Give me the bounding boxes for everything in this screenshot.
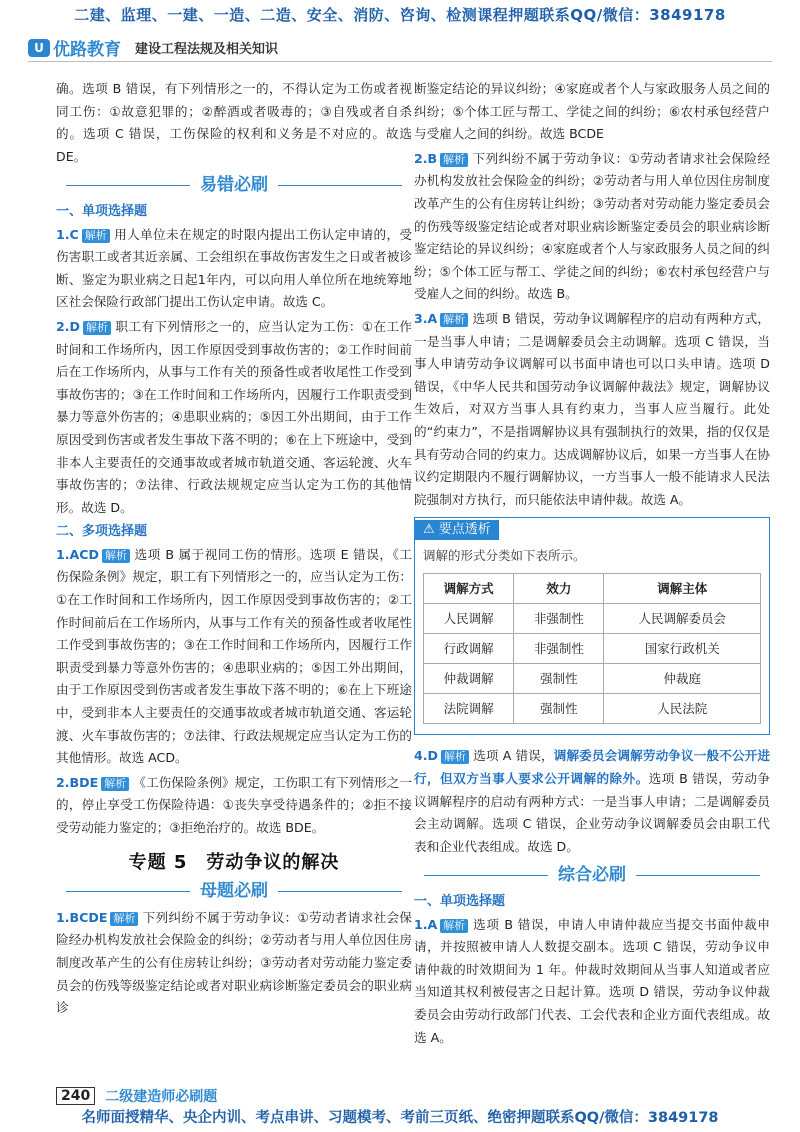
answer-number: 3.A (414, 310, 438, 326)
topic-title: 专题 5 劳动争议的解决 (128, 851, 340, 873)
brand-header (28, 34, 772, 62)
answer-text: 用人单位未在规定的时限内提出工伤认定申请的，受伤害职工或者其近亲属、工会组织在事故伤害发生之日或者被诊断、鉴定为职业病之日起1年内，可以向用人单位所在地统筹地区社会保险行政部门提出工伤认定申请。故选 C。 (56, 226, 412, 310)
answer-text: 选项 B 错误，劳动争议调解程序的启动有两种方式，一是当事人申请；二是调解委员会主动调解。选项 C 错误，当事人申请劳动争议调解可以书面申请也可以口头申请。选项 D 错误，《中华人民共和国劳动争议调解仲裁法》规定，调解协议生效后，对双方当事人具有约束力，当事人应当履行。此处的“约束力”，不是指调解协议具有强制执行的效果，指的仅仅是具有劳动合同的约束力。达成调解协议后，如果一方当事人在协议约定期限内不履行调解协议，一方当事人一般不能请求人民法院强制对方执行，而只能依法申请仲裁。故选 A。 (414, 310, 770, 507)
subheading-multi-choice: 二、多项选择题 (56, 524, 148, 540)
answer-item (414, 745, 770, 858)
analysis-tag: 解析 (110, 912, 138, 926)
table-cell: 强制性 (514, 694, 604, 724)
table-row (424, 664, 761, 694)
logo-icon: U (28, 39, 50, 57)
table-cell: 行政调解 (424, 634, 514, 664)
bottom-contact-banner: 名师面授精华、央企内训、考点串讲、习题模考、考前三页纸、绝密押题联系QQ/微信：3849178 (81, 1110, 719, 1126)
table-cell: 人民法院 (604, 694, 761, 724)
answer-number: 2.BDE (56, 774, 99, 790)
continued-paragraph: 断鉴定结论的异议纠纷；④家庭或者个人与家政服务人员之间的纠纷；⑤个体工匠与帮工、学徒之间的纠纷；⑥农村承包经营户与受雇人之间的纠纷。故选 BCDE (414, 81, 770, 142)
answer-text: 选项 B 错误，劳动争议调解程序的启动有两种方式：一是当事人申请；二是调解委员会主动调解。选项 C 错误，企业劳动争议调解委员会由职工代表和企业代表组成。故选 D。 (414, 771, 770, 854)
answer-text: 下列纠纷不属于劳动争议：①劳动者请求社会保险经办机构发放社会保险金的纠纷；②劳动者与用人单位因住房制度改革产生的公有住房转让纠纷；③劳动者对劳动能力鉴定委员会的伤残等级鉴定结论或者对职业病诊断鉴定委员会的职业病诊断鉴定结论的异议纠纷；④家庭或者个人与家政服务人员之间的纠纷；⑤个体工匠与帮工、学徒之间的纠纷；⑥农村承包经营户与受雇人之间的纠纷。故选 B。 (414, 150, 770, 302)
right-column (414, 78, 770, 1051)
key-points-description: 调解的形式分类如下表所示。 (423, 547, 586, 563)
table-header: 效力 (514, 574, 604, 604)
analysis-tag: 解析 (441, 750, 469, 764)
answer-number: 4.D (414, 748, 439, 764)
analysis-tag: 解析 (440, 919, 468, 933)
mediation-table (423, 573, 761, 724)
answer-text: 职工有下列情形之一的，应当认定为工伤：①在工作时间和工作场所内，因工作原因受到事故伤害的；②工作时间前后在工作场所内，从事与工作有关的预备性或者收尾性工作受到事故伤害的；③在工作时间和工作场所内，因履行工作职责受到暴力等意外伤害的；④患职业病的；⑤因工外出期间，由于工作原因受到伤害或者发生事故下落不明的；⑥在上下班途中，受到非本人主要责任的交通事故或者城市轨道交通、客运轮渡、火车事故伤害的；⑦法律、行政法规规定应当认定为工伤的其他情形。故选 D。 (56, 318, 412, 515)
answer-item (56, 224, 412, 314)
answer-item (414, 148, 770, 306)
analysis-tag: 解析 (83, 321, 111, 335)
table-header: 调解方式 (424, 574, 514, 604)
series-title: 二级建造师必刷题 (105, 1089, 218, 1105)
table-cell: 国家行政机关 (604, 634, 761, 664)
answer-number: 2.B (414, 150, 438, 166)
answer-item (56, 316, 412, 519)
analysis-tag: 解析 (101, 777, 129, 791)
logo-text: 优路教育 (53, 40, 121, 60)
answer-text: 选项 A 错误， (473, 748, 554, 764)
analysis-tag: 解析 (82, 229, 110, 243)
answer-item (56, 772, 412, 840)
warning-icon: ⚠ (423, 522, 439, 538)
table-cell: 人民调解委员会 (604, 604, 761, 634)
answer-number: 1.A (414, 916, 438, 932)
key-points-title (415, 520, 499, 540)
table-cell: 法院调解 (424, 694, 514, 724)
top-contact-banner: 二建、监理、一建、一造、二造、安全、消防、咨询、检测课程押题联系QQ/微信：3849178 (74, 6, 726, 24)
intro-paragraph: 确。选项 B 错误，有下列情形之一的，不得认定为工伤或者视同工伤：①故意犯罪的；②醉酒或者吸毒的；③自残或者自杀的。选项 C 错误，工伤保险的权利和义务是不对应的。故选 DE。 (56, 81, 412, 164)
table-cell: 非强制性 (514, 634, 604, 664)
section-heading-core-problems: 母题必刷 (56, 880, 412, 903)
subheading-single-choice: 一、单项选择题 (56, 203, 148, 219)
analysis-tag: 解析 (102, 549, 130, 563)
table-header: 调解主体 (604, 574, 761, 604)
answer-number: 1.C (56, 226, 79, 242)
table-row (424, 604, 761, 634)
highlighted-text: 调解委员会调解劳动争议一般不公开进行，但双方当事人要求公开调解的除外。 (414, 748, 771, 787)
table-row (424, 634, 761, 664)
analysis-tag: 解析 (440, 313, 468, 327)
answer-text: 下列纠纷不属于劳动争议：①劳动者请求社会保险经办机构发放社会保险金的纠纷；②劳动者与用人单位因住房制度改革产生的公有住房转让纠纷；③劳动者对劳动能力鉴定委员会的伤残等级鉴定结论或者对职业病诊断鉴定委员会的职业病诊 (56, 909, 412, 1016)
answer-number: 2.D (56, 318, 81, 334)
section-heading-comprehensive: 综合必刷 (414, 864, 770, 887)
answer-text: 选项 B 属于视同工伤的情形。选项 E 错误，《工伤保险条例》规定，职工有下列情形之一的，应当认定为工伤：①在工作时间和工作场所内，因工作原因受到事故伤害的；②工作时间前后在工作场所内，从事与工作有关的预备性或者收尾性工作受到事故伤害的；③在工作时间和工作场所内，因履行工作职责受到暴力等意外伤害的；④患职业病的；⑤因工外出期间，由于工作原因受到伤害或者发生事故下落不明的；⑥在上下班途中，受到非本人主要责任的交通事故或者城市轨道交通、客运轮渡、火车事故伤害的；⑦法律、行政法规规定应当认定为工伤的其他情形。故选 ACD。 (56, 546, 412, 766)
analysis-tag: 解析 (440, 153, 468, 167)
answer-item (414, 308, 770, 511)
table-cell: 人民调解 (424, 604, 514, 634)
table-cell: 仲裁庭 (604, 664, 761, 694)
answer-number: 1.ACD (56, 546, 99, 562)
section-heading-easy-mistakes: 易错必刷 (56, 174, 412, 197)
key-points-box (414, 517, 770, 735)
answer-text: 选项 B 错误，申请人申请仲裁应当提交书面仲裁申请，并按照被申请人人数提交副本。选项 C 错误，劳动争议申请仲裁的时效期间为 1 年。仲裁时效期间从当事人知道或者应当知道其权利被侵害之日起计算。选项 D 错误，劳动争议仲裁委员会由劳动行政部门代表、工会代表和企业方面代表组成。故选 A。 (414, 916, 770, 1045)
answer-item (414, 914, 770, 1050)
page-number: 240 (56, 1087, 95, 1105)
key-points-label: 要点透析 (438, 522, 491, 538)
answer-item (56, 544, 412, 770)
table-row (424, 694, 761, 724)
table-cell: 仲裁调解 (424, 664, 514, 694)
left-column (56, 78, 412, 1022)
table-cell: 非强制性 (514, 604, 604, 634)
answer-text: 《工伤保险条例》规定，工伤职工有下列情形之一的，停止享受工伤保险待遇：①丧失享受待遇条件的；②拒不接受劳动能力鉴定的；③拒绝治疗的。故选 BDE。 (56, 774, 412, 835)
table-cell: 强制性 (514, 664, 604, 694)
book-title: 建设工程法规及相关知识 (135, 42, 279, 57)
answer-number: 1.BCDE (56, 909, 108, 925)
answer-item (56, 907, 412, 1020)
subheading-single-choice: 一、单项选择题 (414, 894, 506, 910)
page-footer (56, 1086, 217, 1106)
